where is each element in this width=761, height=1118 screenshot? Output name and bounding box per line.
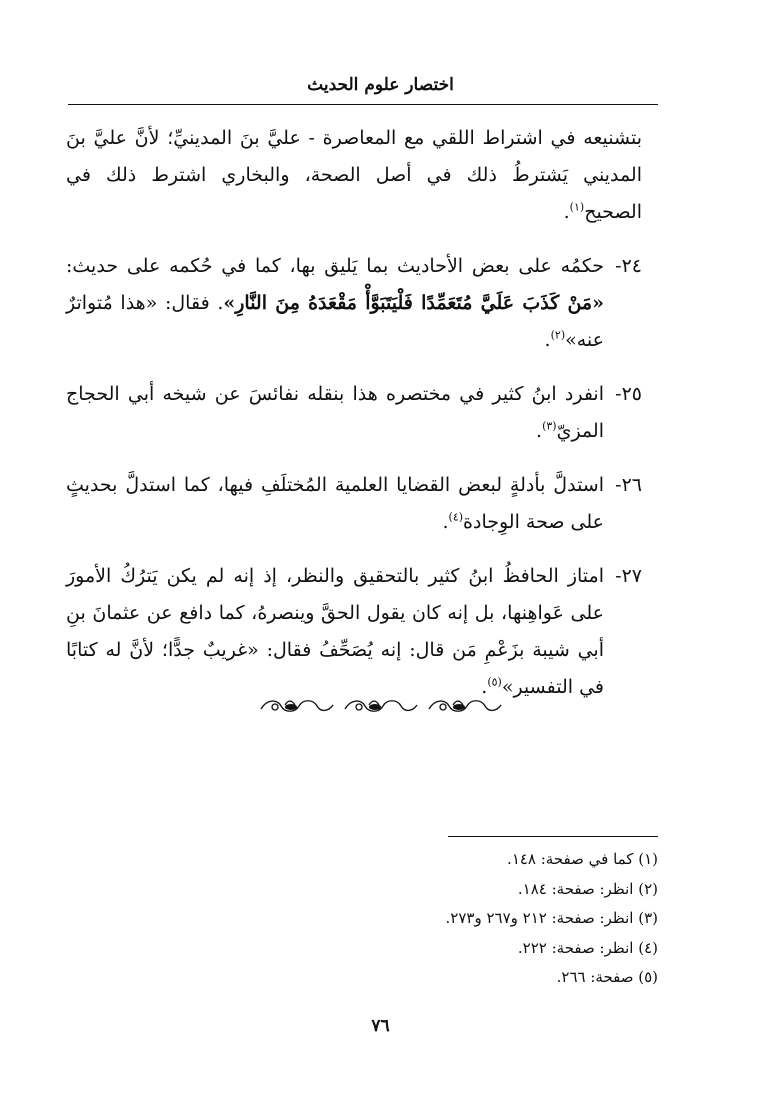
header-rule (68, 104, 658, 105)
item-text-before: استدلَّ بأدلةٍ لبعض القضايا العلمية المُختلَفِ فيها، كما استدلَّ بحديثٍ على صحة الوِجادة (66, 474, 604, 533)
item-text-before: امتاز الحافظُ ابنُ كثير بالتحقيق والنظر، إذ إنه لم يكن يَترُكُ الأمورَ على عَواهِنها، بل إنه كان يقول الحقَّ وينصرهُ، كما دافع عن عثمانَ بنِ أبي شيبة بزَعْمِ مَن قال: إنه يُصَحِّفُ فقال: «غريبٌ جدًّا؛ لأنَّ له كتابًا في التفسير» (66, 565, 604, 698)
hadith-quote: «مَنْ كَذَبَ عَلَيَّ مُتَعَمِّدًا فَلْيَتَبَوَّأْ مَقْعَدَهُ مِنَ النَّارِ» (223, 292, 604, 314)
footnote-item: (٢) انظر: صفحة: ١٨٤. (517, 879, 658, 898)
item-number: ٢٧- (615, 565, 642, 587)
list-item (66, 248, 642, 359)
running-header-title: اختصار علوم الحديث (307, 75, 454, 95)
ornament-unit (429, 701, 501, 712)
floral-ornament-icon (255, 693, 505, 719)
footnote-ref: (٢) (550, 328, 566, 342)
sentence-end: . (481, 676, 488, 698)
item-number: ٢٤- (615, 255, 642, 277)
item-text (66, 248, 604, 359)
footnote-item: (٤) انظر: صفحة: ٢٢٢. (517, 938, 658, 957)
sentence-end: . (442, 511, 449, 533)
footnote-item: (٥) صفحة: ٢٦٦. (556, 968, 658, 986)
sentence-end: . (536, 420, 543, 442)
continuation-text: بتشنيعه في اشتراط اللقي مع المعاصرة - عليَّ بنَ المدينيِّ؛ لأنَّ عليَّ بنَ المديني يَشترطُ ذلك في أصل الصحة، والبخاري اشترط ذلك في الصحيح (66, 127, 642, 223)
footnote-rule (448, 836, 658, 837)
list-item (66, 558, 642, 706)
footnote-item: (٣) انظر: صفحة: ٢١٢ و٢٦٧ و٢٧٣. (445, 909, 658, 927)
sentence-end: . (563, 201, 570, 223)
page-number: ٧٦ (371, 1016, 390, 1036)
sentence-end: . (544, 329, 551, 351)
footnote-ref: (٣) (542, 419, 557, 433)
item-text-after: . فقال: «هذا مُتواترٌ عنه» (66, 292, 604, 351)
item-number: ٢٥- (615, 383, 642, 405)
footnotes (100, 845, 658, 993)
main-text (66, 120, 642, 723)
item-text (66, 467, 604, 541)
list-item (66, 376, 642, 450)
ornament-unit (345, 701, 417, 712)
footnote-ref: (٥) (487, 675, 502, 689)
continuation-paragraph (66, 120, 642, 231)
ornament-unit (261, 701, 333, 712)
list-item (66, 467, 642, 541)
footnote-ref: (١) (569, 200, 585, 214)
footnote-ref: (٤) (448, 510, 464, 524)
footnote-item: (١) كما في صفحة: ١٤٨. (507, 850, 658, 868)
item-number: ٢٦- (615, 474, 642, 496)
item-text-before: انفرد ابنُ كثير في مختصره هذا بنقله نفائسَ عن شيخه أبي الحجاج المزيّ (66, 383, 604, 442)
item-text (66, 558, 604, 706)
item-text-before: حكمُه على بعض الأحاديث بما يَليق بها، كما في حُكمه على حديث: (66, 255, 604, 277)
item-text (66, 376, 604, 450)
